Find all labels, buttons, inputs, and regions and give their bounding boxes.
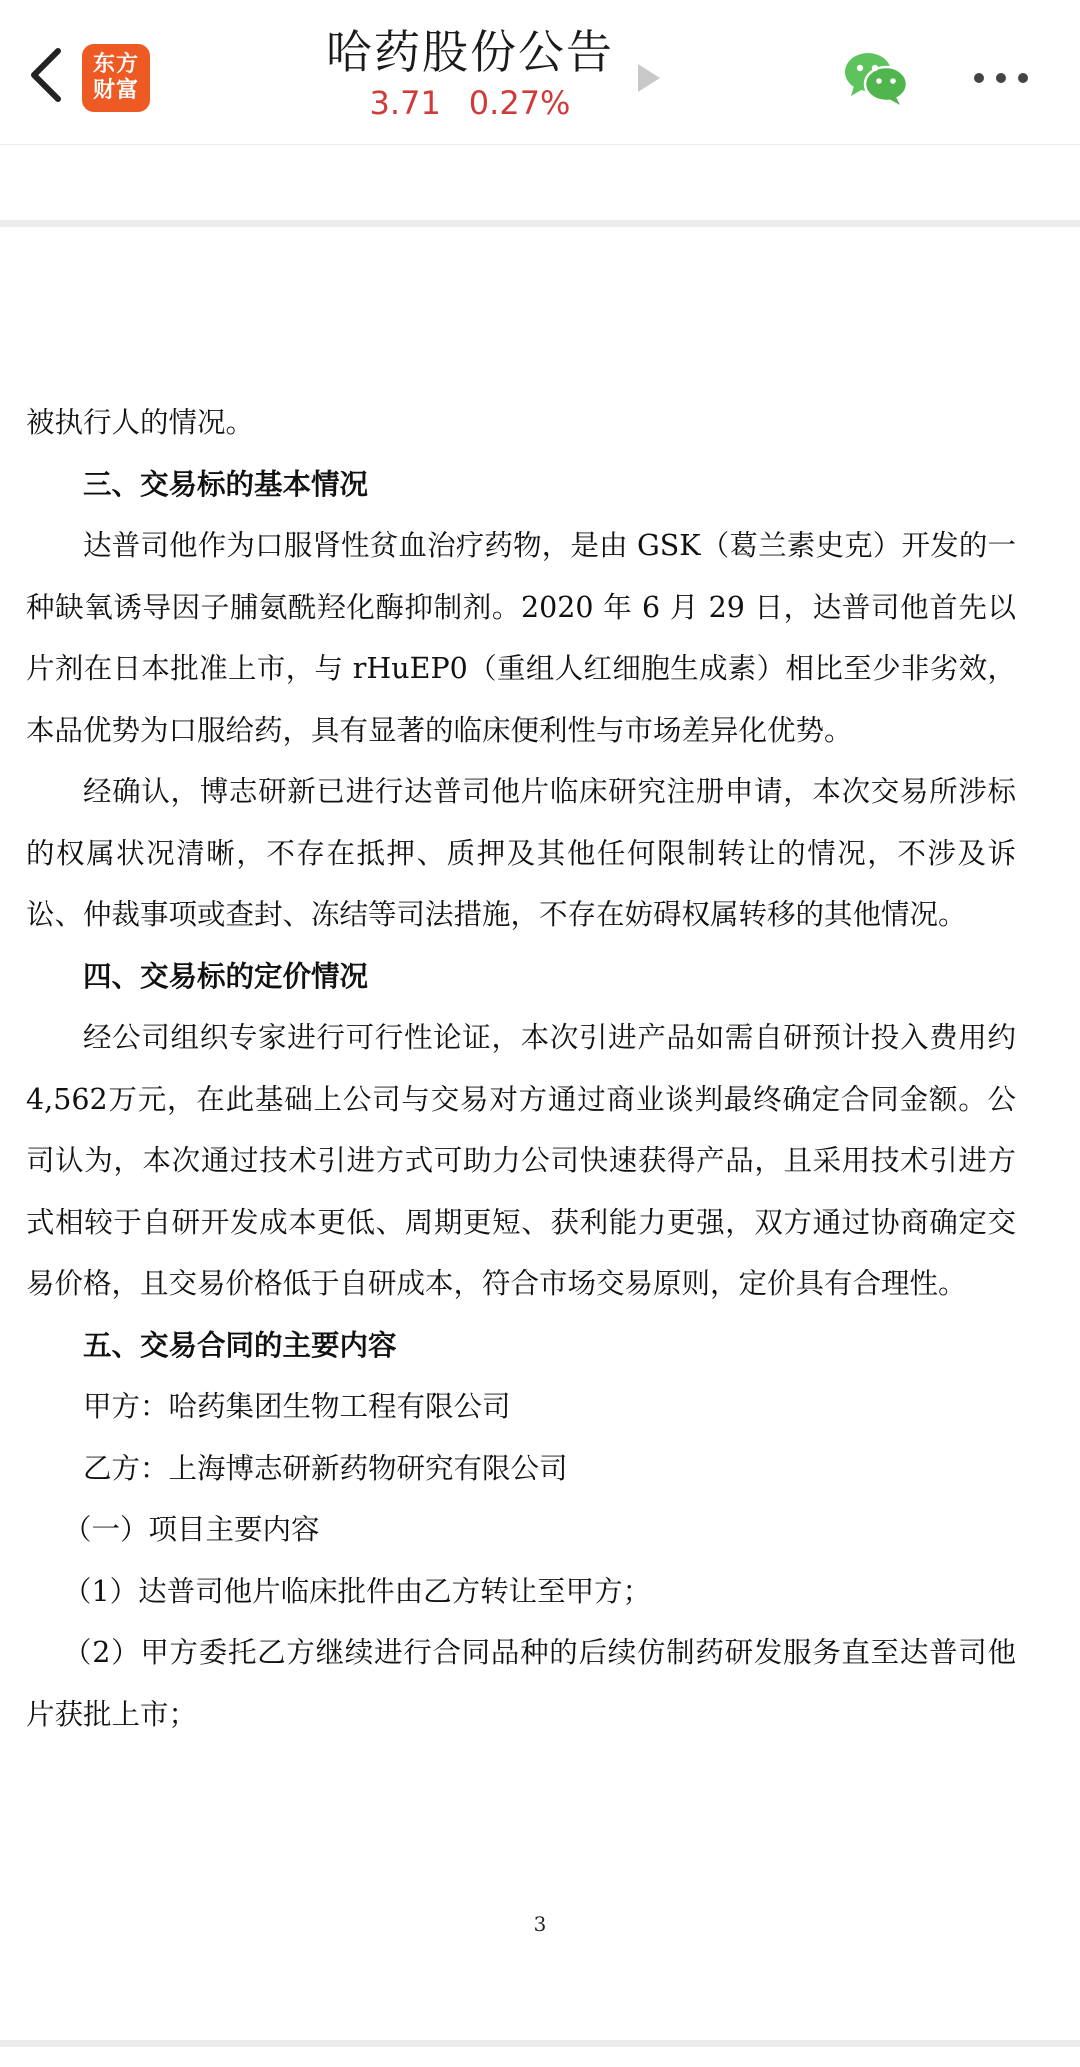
section-heading-4: 四、交易标的定价情况 xyxy=(83,958,369,993)
paragraph-drug-intro: 达普司他作为口服肾性贫血治疗药物，是由 GSK（葛兰素史克）开发的一种缺氧诱导因子脯氨酰羟化酶抑制剂。2020 年 6 月 29 日，达普司他首先以片剂在日本批准上市，与 rHuEP0（重组人红细胞生成素）相比至少非劣效，本品优势为口服给药，具有显著的临床便利性与市场差异化优势。 xyxy=(26,529,1016,747)
announcement-page xyxy=(26,392,1016,1745)
wechat-share-button[interactable] xyxy=(842,48,910,108)
eastmoney-logo[interactable] xyxy=(82,44,150,112)
contract-item-1: （1）达普司他片临床批件由乙方转让至甲方； xyxy=(63,1574,652,1608)
page-title: 哈药股份公告 xyxy=(326,25,614,79)
page-number: 3 xyxy=(533,1912,547,1936)
page-divider xyxy=(0,2040,1080,2047)
top-nav-bar xyxy=(0,0,1080,145)
party-a-line: 甲方：哈药集团生物工程有限公司 xyxy=(83,1390,511,1423)
paragraph-pricing: 经公司组织专家进行可行性论证，本次引进产品如需自研预计投入费用约4,562万元，在此基础上公司与交易对方通过商业谈判最终确定合同金额。公司认为，本次通过技术引进方式可助力公司快速获得产品，且采用技术引进方式相较于自研开发成本更低、周期更短、获利能力更强，双方通过协商确定交易价格，且交易价格低于自研成本，符合市场交易原则，定价具有合理性。 xyxy=(26,1021,1016,1300)
subsection-heading-1: （一）项目主要内容 xyxy=(63,1513,320,1546)
section-heading-5: 五、交易合同的主要内容 xyxy=(83,1327,397,1362)
paragraph-ownership: 经确认，博志研新已进行达普司他片临床研究注册申请，本次交易所涉标的权属状况清晰，不存在抵押、质押及其他任何限制转让的情况，不涉及诉讼、仲裁事项或查封、冻结等司法措施，不存在妨碍权属转移的其他情况。 xyxy=(26,775,1016,931)
stock-change-pct: 0.27% xyxy=(468,84,571,122)
party-b-line: 乙方：上海博志研新药物研究有限公司 xyxy=(83,1451,568,1485)
stock-quote xyxy=(300,82,640,124)
play-triangle-icon xyxy=(636,62,662,94)
logo-text-line1: 东方 xyxy=(92,52,139,77)
contract-item-2: （2）甲方委托乙方继续进行合同品种的后续仿制药研发服务直至达普司他片获批上市； xyxy=(26,1636,1016,1731)
more-dots-icon xyxy=(970,58,1032,98)
stock-price: 3.71 xyxy=(369,84,441,122)
back-button[interactable] xyxy=(16,40,76,110)
wechat-icon xyxy=(842,48,910,108)
chevron-left-icon xyxy=(26,45,66,105)
section-divider xyxy=(0,220,1080,227)
play-button[interactable] xyxy=(636,62,662,94)
section-heading-3: 三、交易标的基本情况 xyxy=(83,466,369,501)
more-options-button[interactable] xyxy=(970,58,1032,98)
logo-text-line2: 财富 xyxy=(92,78,139,103)
paragraph-continuation: 被执行人的情况。 xyxy=(26,406,255,439)
title-block xyxy=(300,22,640,124)
